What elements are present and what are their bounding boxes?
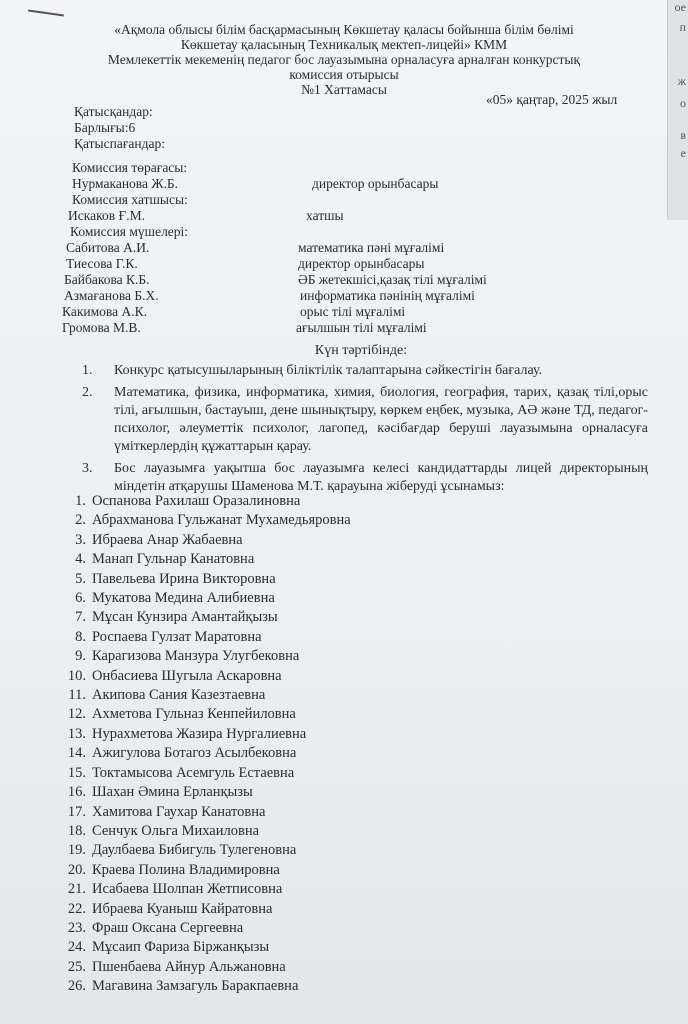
candidate-row: [58, 589, 351, 608]
candidate-name: Ибраева Куаныш Кайратовна: [92, 900, 273, 917]
candidate-number: 23.: [67, 919, 86, 936]
candidate-row: [58, 900, 351, 919]
member-name: Сабитова А.И.: [66, 240, 150, 255]
candidate-number: 5.: [75, 570, 86, 587]
candidate-number: 10.: [67, 667, 86, 684]
candidate-row: [58, 822, 351, 841]
candidate-name: Хамитова Гаухар Канатовна: [92, 803, 266, 820]
candidate-number: 11.: [68, 687, 86, 704]
header-line-2: Көкшетау қаласының Техникалық мектеп-лицейі» КММ: [180, 37, 508, 52]
candidate-row: [58, 492, 351, 511]
candidate-name: Ажигулова Ботагоз Асылбековна: [92, 745, 297, 762]
candidate-row: [58, 783, 351, 802]
protocol-date: «05» қаңтар, 2025 жыл: [486, 92, 618, 107]
candidate-number: 26.: [67, 978, 86, 995]
candidate-row: [58, 977, 351, 996]
chair-role: директор орынбасары: [312, 176, 439, 191]
candidate-row: [58, 628, 351, 647]
member-role: математика пәні мұғалімі: [298, 240, 445, 255]
member-role: ағылшын тілі мұғалімі: [296, 320, 427, 335]
candidate-name: Шахан Әмина Ерланқызы: [92, 784, 253, 801]
candidate-name: Онбасиева Шугыла Аскаровна: [92, 667, 282, 684]
candidate-name: Ахметова Гульназ Кенпейиловна: [92, 706, 296, 723]
candidate-name: Мукатова Медина Алибиевна: [92, 590, 275, 607]
agenda-item-text: Конкурс қатысушыларының біліктілік талаптарына сәйкестігін бағалау.: [114, 363, 543, 378]
agenda-item-number: 2.: [82, 385, 93, 400]
candidate-row: [58, 608, 351, 627]
header-line-3: Мемлекеттік мекеменің педагог бос лауазымына орналасуға арналған конкурстық: [107, 52, 581, 67]
candidate-row: [58, 861, 351, 880]
candidate-number: 21.: [67, 881, 86, 898]
candidate-row: [58, 647, 351, 666]
protocol-title: №1 Хаттамасы: [301, 82, 387, 97]
candidate-name: Токтамысова Асемгуль Естаевна: [92, 764, 295, 781]
candidate-row: [58, 803, 351, 822]
candidate-number: 25.: [67, 958, 86, 975]
candidate-number: 9.: [75, 648, 86, 665]
candidate-name: Пшенбаева Айнур Альжановна: [92, 958, 286, 975]
candidate-row: [58, 919, 351, 938]
candidate-number: 14.: [67, 745, 86, 762]
secretary-label: Комиссия хатшысы:: [72, 192, 188, 207]
member-name: Какимова А.К.: [62, 304, 147, 319]
chair-label: Комиссия төрағасы:: [72, 160, 188, 175]
candidate-name: Нурахметова Жазира Нургалиевна: [92, 725, 307, 742]
candidate-name: Ибраева Анар Жабаевна: [92, 531, 243, 548]
agenda-item: [74, 362, 648, 380]
candidate-number: 16.: [67, 784, 86, 801]
candidate-row: [58, 667, 351, 686]
candidate-name: Манап Гульнар Канатовна: [92, 551, 255, 568]
member-name: Тиесова Г.К.: [66, 256, 138, 271]
candidate-name: Даулбаева Бибигуль Тулегеновна: [92, 842, 297, 859]
candidate-number: 7.: [75, 609, 86, 626]
header-line-4: комиссия отырысы: [289, 67, 399, 82]
candidate-number: 20.: [67, 861, 86, 878]
candidate-name: Карагизова Манзура Улугбековна: [92, 648, 300, 665]
pen-mark: [28, 10, 64, 17]
agenda-item: [74, 460, 648, 496]
candidate-number: 24.: [67, 939, 86, 956]
candidate-number: 3.: [75, 531, 86, 548]
candidate-name: Краева Полина Владимировна: [92, 861, 280, 878]
candidate-row: [58, 531, 351, 550]
candidate-name: Магавина Замзагуль Баракпаевна: [92, 978, 299, 995]
candidate-row: [58, 938, 351, 957]
member-name: Громова М.В.: [62, 320, 141, 335]
candidate-number: 22.: [67, 900, 86, 917]
candidate-row: [58, 511, 351, 530]
candidate-row: [58, 744, 351, 763]
present-label: Қатысқандар:: [74, 104, 153, 119]
absent-label: Қатыспағандар:: [74, 136, 165, 151]
candidate-row: [58, 725, 351, 744]
candidate-name: Абрахманова Гульжанат Мухамедьяровна: [92, 512, 351, 529]
candidate-name: Павельева Ирина Викторовна: [92, 570, 276, 587]
candidate-row: [58, 550, 351, 569]
agenda-item-number: 1.: [82, 363, 93, 378]
member-role: директор орынбасары: [298, 256, 425, 271]
candidate-name: Оспанова Рахилаш Оразалиновна: [92, 493, 301, 509]
adjacent-page-edge: ое п ж о в е: [667, 0, 688, 220]
agenda-item-number: 3.: [82, 461, 93, 476]
candidate-row: [58, 764, 351, 783]
member-name: Азмағанова Б.Х.: [64, 288, 159, 303]
candidate-name: Фраш Оксана Сергеевна: [92, 919, 244, 936]
candidate-name: Акипова Сания Казезтаевна: [92, 687, 266, 704]
candidate-number: 6.: [75, 590, 86, 607]
chair-name: Нурмаканова Ж.Б.: [72, 176, 178, 191]
secretary-role: хатшы: [306, 208, 344, 223]
candidate-number: 13.: [67, 725, 86, 742]
member-role: ӘБ жетекшісі,қазақ тілі мұғалімі: [298, 272, 487, 287]
candidate-number: 17.: [67, 803, 86, 820]
candidate-row: [58, 686, 351, 705]
candidate-number: 19.: [67, 842, 86, 859]
members-label: Комиссия мүшелері:: [70, 224, 189, 239]
member-name: Байбакова К.Б.: [64, 272, 150, 287]
candidate-row: [58, 841, 351, 860]
candidate-row: [58, 570, 351, 589]
candidate-number: 18.: [67, 822, 86, 839]
candidate-number: 12.: [67, 706, 86, 723]
agenda-item-text: Математика, физика, информатика, химия, биология, география, тарих, қазақ тілі,орыс тілі, ағылшын, бастауыш, дене шынықтыру, көркем еңбек, музыка, АӘ және ТД, педагог-психолог, әлеуметтік психолог, лагопед, кәсібағдар беруші лауазымына орналасуға үміткерлердің құжаттарын қарау.: [114, 385, 648, 454]
member-role: орыс тілі мұғалімі: [300, 304, 406, 319]
agenda-item: [74, 384, 648, 456]
agenda-title: Күн тәртібінде:: [314, 343, 408, 358]
secretary-name: Искаков Ғ.М.: [68, 208, 146, 223]
agenda-section: [74, 342, 648, 500]
candidate-row: [58, 958, 351, 977]
total-label: Барлығы:6: [74, 120, 136, 135]
candidate-number: 15.: [67, 764, 86, 781]
candidate-number: 4.: [75, 551, 86, 568]
candidate-row: [58, 705, 351, 724]
candidate-name: Сенчук Ольга Михаиловна: [92, 822, 260, 839]
member-role: информатика пәнінің мұғалімі: [300, 288, 475, 303]
candidate-number: 1.: [75, 493, 86, 509]
agenda-item-text: Бос лауазымға уақытша бос лауазымға келесі кандидаттарды лицей директорының міндетін атқарушы Шаменова М.Т. қарауына жіберуді ұсынамыз:: [114, 461, 648, 494]
candidate-name: Мұсан Кунзира Амантайқызы: [92, 609, 278, 626]
candidate-number: 2.: [75, 512, 86, 529]
candidate-row: [58, 880, 351, 899]
candidate-name: Мұсаип Фариза Біржанқызы: [92, 939, 270, 956]
candidate-name: Исабаева Шолпан Жетписовна: [92, 881, 283, 898]
header-line-1: «Ақмола облысы білім басқармасының Көкшетау қаласы бойынша білім бөлімі: [114, 22, 574, 37]
candidate-name: Роспаева Гулзат Маратовна: [92, 628, 262, 645]
candidate-number: 8.: [75, 628, 86, 645]
candidate-list: [58, 492, 351, 997]
